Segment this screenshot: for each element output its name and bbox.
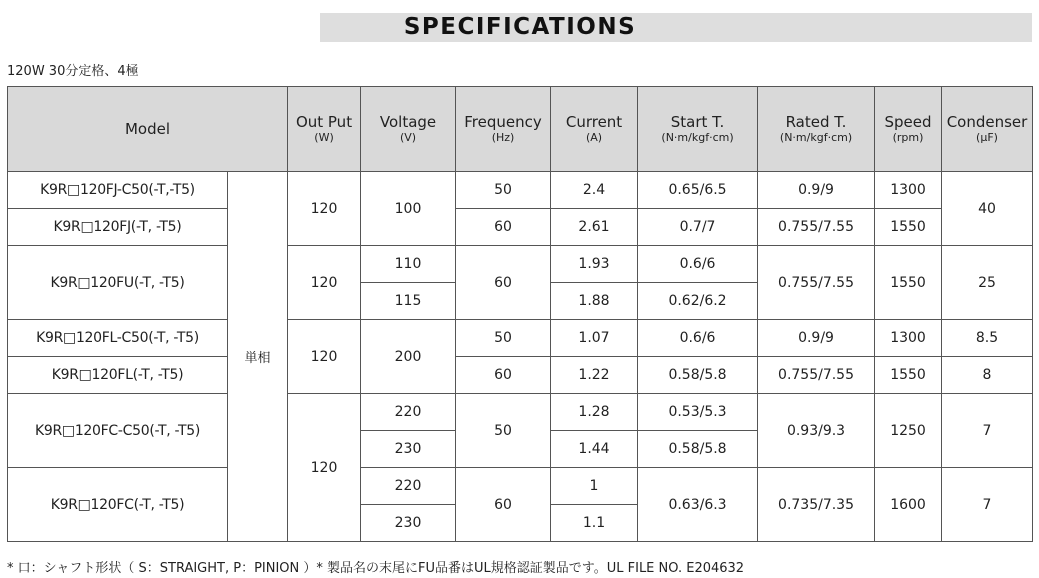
frequency-cell: 60 — [456, 209, 551, 246]
rated-torque-cell: 0.755/7.55 — [758, 246, 875, 320]
header-rated-torque: Rated T. (N·m/kgf·cm) — [758, 87, 875, 172]
frequency-cell: 50 — [456, 394, 551, 468]
voltage-cell: 220 — [361, 468, 456, 505]
condenser-cell: 8.5 — [942, 320, 1033, 357]
current-cell: 1.93 — [551, 246, 638, 283]
current-cell: 1.44 — [551, 431, 638, 468]
frequency-cell: 60 — [456, 357, 551, 394]
phase-cell: 単相 — [228, 172, 288, 542]
table-row — [8, 246, 1033, 283]
speed-cell: 1600 — [875, 468, 942, 542]
rated-torque-cell: 0.9/9 — [758, 320, 875, 357]
voltage-cell: 200 — [361, 320, 456, 394]
table-row — [8, 209, 1033, 246]
subtitle: 120W 30分定格、4極 — [7, 64, 139, 79]
start-torque-cell: 0.65/6.5 — [638, 172, 758, 209]
spec-table — [7, 86, 1033, 542]
frequency-cell: 50 — [456, 172, 551, 209]
speed-cell: 1300 — [875, 172, 942, 209]
model-cell: K9R□120FL-C50(-T, -T5) — [8, 320, 228, 357]
output-cell: 120 — [288, 394, 361, 542]
header-output: Out Put (W) — [288, 87, 361, 172]
current-cell: 1.28 — [551, 394, 638, 431]
rated-torque-cell: 0.755/7.55 — [758, 209, 875, 246]
current-cell: 1.22 — [551, 357, 638, 394]
start-torque-cell: 0.62/6.2 — [638, 283, 758, 320]
condenser-cell: 7 — [942, 468, 1033, 542]
table-row — [8, 357, 1033, 394]
start-torque-cell: 0.7/7 — [638, 209, 758, 246]
speed-cell: 1300 — [875, 320, 942, 357]
model-cell: K9R□120FC-C50(-T, -T5) — [8, 394, 228, 468]
model-cell: K9R□120FC(-T, -T5) — [8, 468, 228, 542]
speed-cell: 1250 — [875, 394, 942, 468]
speed-cell: 1550 — [875, 209, 942, 246]
table-header-row — [8, 87, 1033, 172]
model-cell: K9R□120FJ-C50(-T,-T5) — [8, 172, 228, 209]
table-row — [8, 468, 1033, 505]
output-cell: 120 — [288, 246, 361, 320]
voltage-cell: 115 — [361, 283, 456, 320]
current-cell: 2.61 — [551, 209, 638, 246]
rated-torque-cell: 0.93/9.3 — [758, 394, 875, 468]
page-title: SPECIFICATIONS — [403, 14, 637, 40]
table-row — [8, 320, 1033, 357]
model-cell: K9R□120FU(-T, -T5) — [8, 246, 228, 320]
voltage-cell: 110 — [361, 246, 456, 283]
current-cell: 1.88 — [551, 283, 638, 320]
start-torque-cell: 0.6/6 — [638, 246, 758, 283]
current-cell: 1.07 — [551, 320, 638, 357]
current-cell: 2.4 — [551, 172, 638, 209]
voltage-cell: 220 — [361, 394, 456, 431]
start-torque-cell: 0.63/6.3 — [638, 468, 758, 542]
condenser-cell: 7 — [942, 394, 1033, 468]
header-current: Current (A) — [551, 87, 638, 172]
start-torque-cell: 0.6/6 — [638, 320, 758, 357]
header-condenser: Condenser (μF) — [942, 87, 1033, 172]
model-cell: K9R□120FJ(-T, -T5) — [8, 209, 228, 246]
current-cell: 1 — [551, 468, 638, 505]
condenser-cell: 25 — [942, 246, 1033, 320]
table-row — [8, 394, 1033, 431]
rated-torque-cell: 0.735/7.35 — [758, 468, 875, 542]
voltage-cell: 230 — [361, 505, 456, 542]
header-model: Model — [8, 87, 288, 172]
speed-cell: 1550 — [875, 246, 942, 320]
output-cell: 120 — [288, 172, 361, 246]
condenser-cell: 8 — [942, 357, 1033, 394]
header-voltage: Voltage (V) — [361, 87, 456, 172]
frequency-cell: 60 — [456, 468, 551, 542]
start-torque-cell: 0.53/5.3 — [638, 394, 758, 431]
start-torque-cell: 0.58/5.8 — [638, 357, 758, 394]
speed-cell: 1550 — [875, 357, 942, 394]
condenser-cell: 40 — [942, 172, 1033, 246]
table-row — [8, 172, 1033, 209]
header-frequency: Frequency (Hz) — [456, 87, 551, 172]
footnote: * 口：シャフト形状（ S：STRAIGHT, P：PINION ）* 製品名の末尾にFU品番はUL規格認証製品です。UL FILE NO. E204632 — [7, 561, 745, 576]
model-cell: K9R□120FL(-T, -T5) — [8, 357, 228, 394]
output-cell: 120 — [288, 320, 361, 394]
voltage-cell: 230 — [361, 431, 456, 468]
current-cell: 1.1 — [551, 505, 638, 542]
frequency-cell: 60 — [456, 246, 551, 320]
header-speed: Speed (rpm) — [875, 87, 942, 172]
header-start-torque: Start T. (N·m/kgf·cm) — [638, 87, 758, 172]
voltage-cell: 100 — [361, 172, 456, 246]
start-torque-cell: 0.58/5.8 — [638, 431, 758, 468]
rated-torque-cell: 0.755/7.55 — [758, 357, 875, 394]
frequency-cell: 50 — [456, 320, 551, 357]
rated-torque-cell: 0.9/9 — [758, 172, 875, 209]
